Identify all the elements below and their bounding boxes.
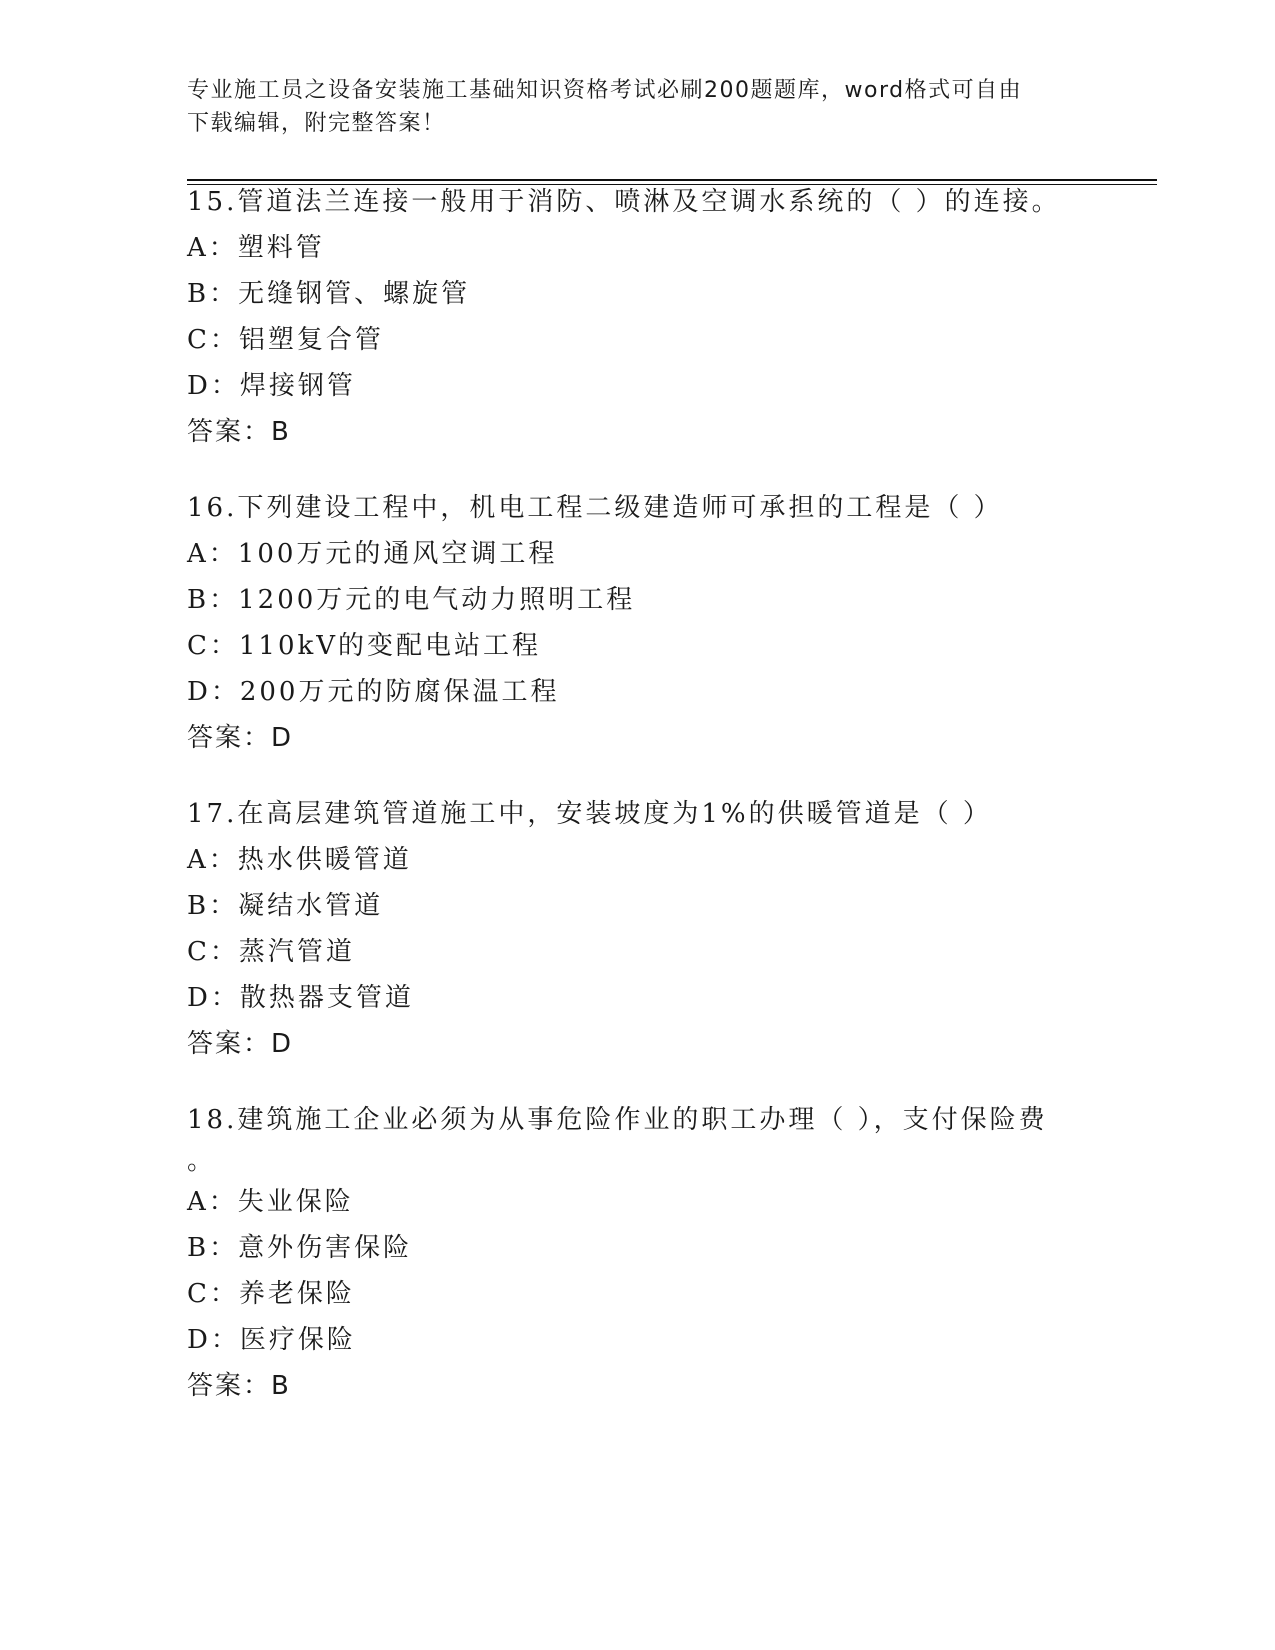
question-stem: 15.管道法兰连接一般用于消防、喷淋及空调水系统的（ ）的连接。 (187, 187, 1061, 217)
answer: 答案：D (187, 1029, 294, 1059)
option-a: A：100万元的通风空调工程 (187, 539, 558, 569)
option-c: C：110kV的变配电站工程 (187, 631, 542, 661)
option-b: B：意外伤害保险 (187, 1233, 413, 1263)
header-line-2: 下载编辑，附完整答案！ (187, 111, 446, 136)
option-c: C：养老保险 (187, 1279, 355, 1309)
option-a: A：失业保险 (187, 1187, 354, 1217)
question-stem: 17.在高层建筑管道施工中，安装坡度为1%的供暖管道是（ ） (187, 799, 992, 829)
question-stem: 16.下列建设工程中，机电工程二级建造师可承担的工程是（ ） (187, 493, 1003, 523)
answer: 答案：B (187, 417, 291, 447)
document-header (187, 74, 1067, 140)
question-16 (187, 485, 1087, 761)
answer: 答案：B (187, 1371, 291, 1401)
question-stem: 18.建筑施工企业必须为从事危险作业的职工办理（ ），支付保险费 (187, 1105, 1048, 1135)
question-15 (187, 179, 1087, 455)
question-18 (187, 1097, 1087, 1409)
option-c: C：铝塑复合管 (187, 325, 384, 355)
option-c: C：蒸汽管道 (187, 937, 355, 967)
option-a: A：热水供暖管道 (187, 845, 412, 875)
option-b: B：无缝钢管、螺旋管 (187, 279, 471, 309)
header-line-1: 专业施工员之设备安装施工基础知识资格考试必刷200题题库，word格式可自由 (187, 78, 1023, 103)
option-d: D：散热器支管道 (187, 983, 414, 1013)
option-a: A：塑料管 (187, 233, 325, 263)
answer: 答案：D (187, 723, 294, 753)
option-d: D：医疗保险 (187, 1325, 356, 1355)
question-stem-continuation: 。 (187, 1146, 217, 1176)
option-b: B：凝结水管道 (187, 891, 384, 921)
option-d: D：200万元的防腐保温工程 (187, 677, 560, 707)
question-17 (187, 791, 1087, 1067)
option-b: B：1200万元的电气动力照明工程 (187, 585, 636, 615)
option-d: D：焊接钢管 (187, 371, 356, 401)
